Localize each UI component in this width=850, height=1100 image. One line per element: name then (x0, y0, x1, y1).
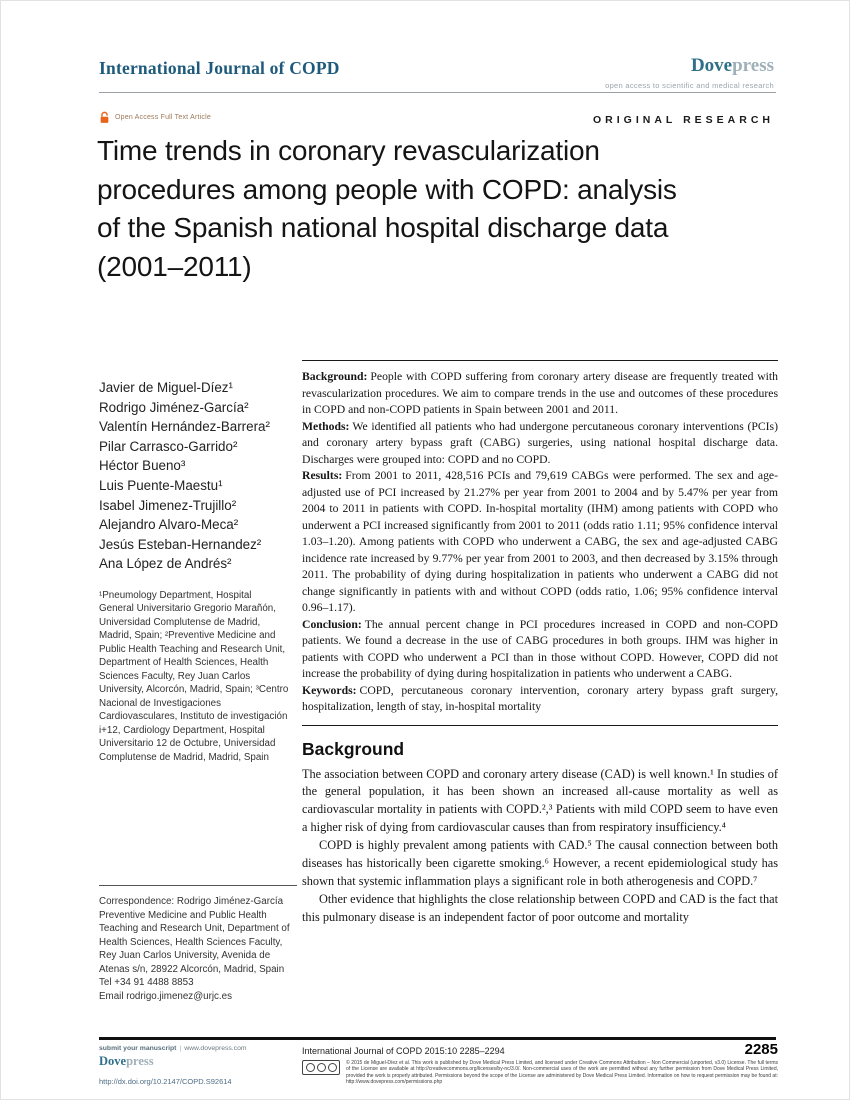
article-title-line: of the Spanish national hospital discharge data (97, 212, 669, 243)
abstract-section-text: From 2001 to 2011, 428,516 PCIs and 79,619 CABGs were performed. The sex and age-adjusted use of PCI increased by 21.27% per year from 2001 to 2004 and by 5.47% per year from 2004 to 2011 in patients with COPD. In-hospital mortality (IHM) among patients with COPD who underwent a PCI increased significantly from 2001 to 2011 (odds ratio 1.11; 95% confidence interval 1.03–1.20). Among patients with COPD who underwent a CABG, the sex and age-adjusted CABG incidence rate increased by 9.77% per year from 2001 to 2003, and then decreased by 3.15% through 2011. The probability of dying during hospitalization in patients who underwent a CABG did not change significantly in patients with and without COPD (odds ratio, 1.06; 95% confidence interval 0.96–1.17). (302, 469, 778, 614)
journal-title: International Journal of COPD (99, 58, 340, 78)
author-list (99, 378, 283, 574)
submit-manuscript-line (99, 1045, 247, 1052)
abstract-section-text: COPD, percutaneous coronary intervention, coronary artery bypass graft surgery, hospitalization, length of stay, in-hospital mortality (302, 683, 778, 713)
submit-divider: | (179, 1045, 182, 1052)
abstract-section-label: Keywords: (302, 683, 357, 697)
correspondence-address: Preventive Medicine and Public Health Teaching and Research Unit, Department of Health Sciences, Health Sciences Faculty, Rey Juan Carlos University, Avenida de Atenas s/n, 28922 Alcorcón, Madrid, Spain (99, 909, 290, 975)
abstract-section-label: Methods: (302, 419, 350, 433)
abstract-section-text: People with COPD suffering from coronary artery disease are frequently treated with revascularization procedures. We aim to compare trends in the use and outcomes of these procedures in COPD and non-COPD patients in Spain between 2001 and 2011. (302, 370, 778, 416)
cc-by-icon-circle (317, 1063, 326, 1072)
left-column (99, 378, 299, 764)
body-text (302, 766, 778, 927)
open-access-row (99, 111, 211, 124)
author-name: Pilar Carrasco-Garrido² (99, 438, 238, 454)
body-paragraph: Other evidence that highlights the close relationship between COPD and CAD is the fact that this pulmonary disease is an independent factor of poor outcome and mortality (302, 891, 778, 924)
citation-row (302, 1041, 778, 1058)
abstract-section-label: Conclusion: (302, 617, 362, 631)
correspondence-tel: Tel +34 91 4488 8853 (99, 977, 194, 988)
author-name: Valentín Hernández-Barrera² (99, 419, 270, 435)
license-row (302, 1060, 778, 1086)
body-paragraph: The association between COPD and coronary artery disease (CAD) is well known.¹ In studies of the general population, it has been shown an increased all-cause mortality as well as cardiovascular mortality in patients with COPD.²,³ Patients with mild COPD seem to have even a higher risk of dying from cardiovascular causes than from respiratory insufficiency.⁴ (302, 766, 778, 835)
footer-logo-dove: Dove (99, 1054, 127, 1068)
footer-divider (99, 1037, 776, 1040)
main-column (302, 360, 778, 1036)
author-name: Isabel Jimenez-Trujillo² (99, 497, 237, 513)
cc-license-icon (302, 1060, 340, 1075)
author-name: Ana López de Andrés² (99, 556, 232, 572)
author-name: Rodrigo Jiménez-García² (99, 399, 249, 415)
open-access-label: Open Access Full Text Article (115, 114, 211, 121)
correspondence-email[interactable]: Email rodrigo.jimenez@urjc.es (99, 990, 232, 1002)
article-title-line: procedures among people with COPD: analysis (97, 173, 677, 205)
body-paragraph: COPD is highly prevalent among patients with CAD.⁵ The causal connection between both diseases has historically been cigarette smoking.⁶ However, a recent epidemiological study has shown that systemic inflammation plays a significant role in both atherogenesis and COPD.⁷ (302, 838, 778, 888)
dovepress-logo-press: press (732, 55, 774, 76)
article-title (97, 132, 791, 286)
license-text: © 2015 de Miguel-Díez et al. This work is published by Dove Medical Press Limited, and licensed under Creative Commons Attribution – Non Commercial (unported, v3.0) License. The full terms of the License are available at http://creativecommons.org/licenses/by-nc/3.0/. Non-commercial uses of the work are permitted without any further permission from Dove Medical Press Limited, provided the work is properly attributed. Permissions beyond the scope of the License are administered by Dove Medical Press Limited. Information on how to request permission may be found at: http://www.dovepress.com/permissions.php (346, 1060, 778, 1086)
cc-icon-circle (306, 1063, 315, 1072)
abstract-section-label: Results: (302, 469, 343, 482)
abstract-section (302, 683, 778, 716)
author-name: Luis Puente-Maestu¹ (99, 477, 223, 493)
abstract-section (302, 419, 778, 469)
author-name: Héctor Bueno³ (99, 458, 186, 474)
journal-tagline: open access to scientific and medical research (605, 81, 774, 90)
abstract-section-label: Background: (302, 370, 368, 383)
article-title-line: Time trends in coronary revascularization (97, 135, 600, 166)
affiliations: ¹Pneumology Department, Hospital General Universitario Gregorio Marañón, Universidad Complutense de Madrid, Madrid, Spain; ²Preventive Medicine and Public Health Teaching and Research Unit, Department of Health Sciences, Health Sciences Faculty, Rey Juan Carlos University, Alcorcón, Madrid, Spain; ³Centro Nacional de Investigaciones Cardiovasculares, Instituto de investigación i+12, Cardiology Department, Hospital Universitario 12 de Octubre, Universidad Complutense de Madrid, Madrid, Spain (99, 589, 289, 763)
cc-nc-icon-circle (328, 1063, 337, 1072)
correspondence-name: Correspondence: Rodrigo Jiménez-García (99, 896, 284, 907)
dovepress-url-link[interactable]: www.dovepress.com (184, 1045, 247, 1052)
submit-manuscript-label: submit your manuscript (99, 1045, 177, 1052)
abstract-section (302, 468, 778, 617)
author-name: Alejandro Alvaro-Meca² (99, 517, 239, 533)
footer-dovepress-logo (99, 1054, 154, 1069)
header-divider (99, 92, 776, 93)
article-type-label: ORIGINAL RESEARCH (593, 114, 774, 126)
author-name: Javier de Miguel-Díez¹ (99, 380, 233, 395)
abstract-section-text: We identified all patients who had undergone percutaneous coronary interventions (PCIs) and coronary artery bypass graft (CABG) surgeries, using national hospital discharge data. Discharges were grouped into: COPD and no COPD. (302, 419, 778, 466)
abstract-section (302, 617, 778, 683)
footer-logo-press: press (126, 1054, 154, 1068)
abstract (302, 360, 778, 726)
abstract-section (302, 369, 778, 419)
author-name: Jesús Esteban-Hernandez² (99, 536, 262, 552)
dovepress-logo-dove: Dove (690, 55, 733, 76)
doi-link[interactable]: http://dx.doi.org/10.2147/COPD.S92614 (99, 1077, 232, 1086)
abstract-section-text: The annual percent change in PCI procedures increased in COPD and non-COPD patients. We found a decrease in the use of CABG procedures in both groups. IHM was higher in patients with COPD who underwent a PCI than in those without COPD. However, COPD did not increase the probability of dying during hospitalization in patients who underwent a CABG. (302, 617, 778, 680)
correspondence-block (99, 885, 297, 1003)
article-title-line: (2001–2011) (97, 250, 252, 282)
page-number: 2285 (744, 1041, 778, 1058)
dovepress-logo (691, 55, 774, 77)
journal-citation: International Journal of COPD 2015:10 2285–2294 (302, 1046, 505, 1056)
open-access-icon (99, 111, 110, 124)
section-heading-background: Background (302, 738, 405, 759)
